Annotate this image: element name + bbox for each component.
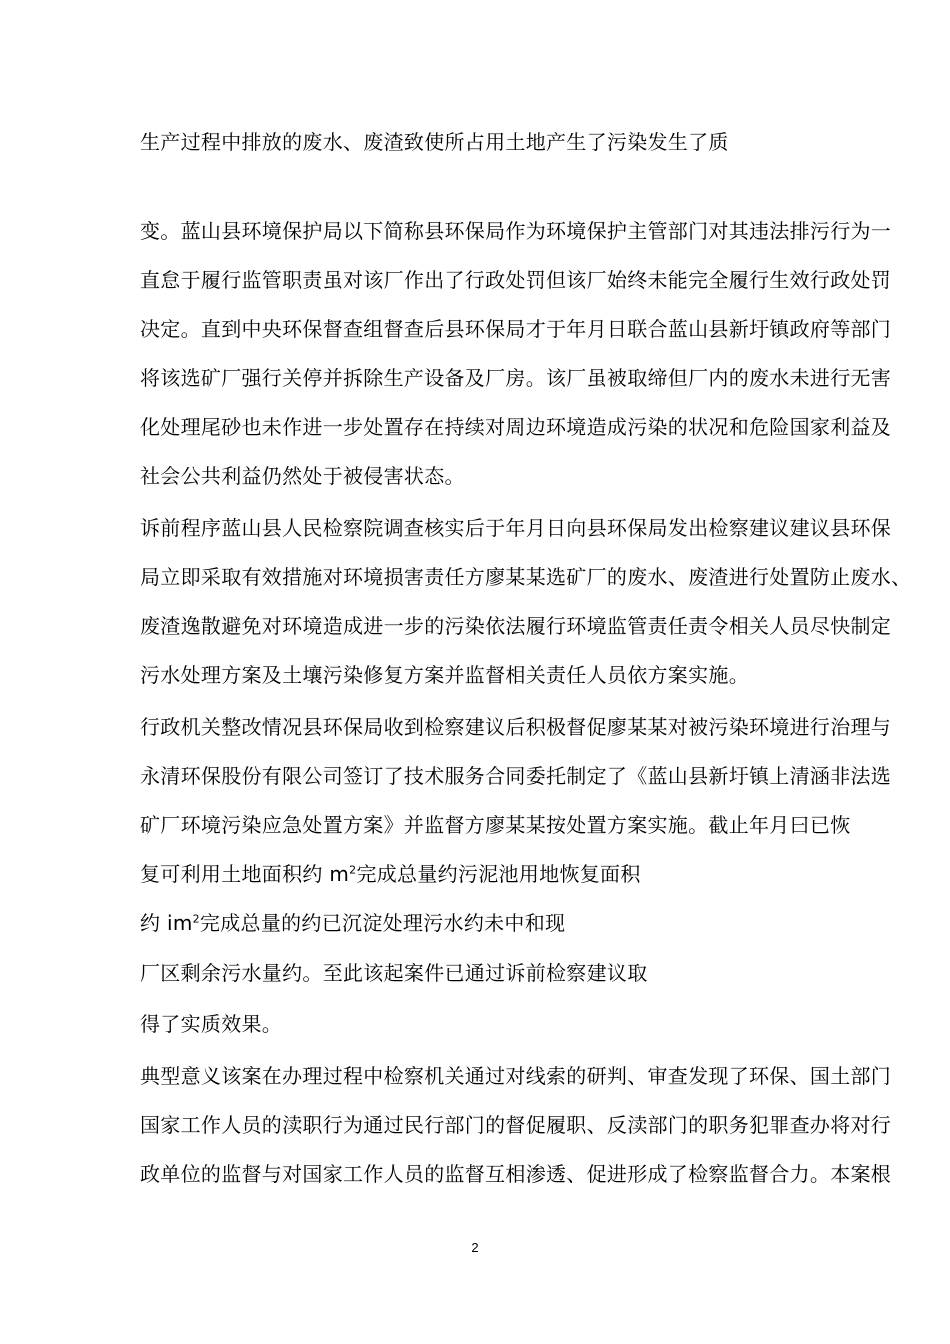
text-line: 污水处理方案及土壤污染修复方案并监督相关责任人员依方案实施。 — [140, 663, 749, 687]
text-line: 化处理尾砂也未作进一步处置存在持续对周边环境造成污染的状况和危险国家利益及 — [140, 415, 892, 439]
text-line: 矿厂环境污染应急处置方案》并监督方廖某某按处置方案实施。截止年月曰已恢 — [140, 813, 851, 837]
text-line: 将该选矿厂强行关停并拆除生产设备及厂房。该厂虽被取缔但厂内的废水未进行无害 — [140, 366, 892, 390]
text-line-with-unit — [140, 861, 641, 887]
text-line: 政单位的监督与对国家工作人员的监督互相渗透、促进形成了检察监督合力。本案根 — [140, 1162, 892, 1186]
text-line: 诉前程序蓝山县人民检察院调查核实后于年月日向县环保局发出检察建议建议县环保 — [140, 516, 892, 540]
text-line: 厂区剩余污水量约。至此该起案件已通过诉前检察建议取 — [140, 961, 648, 985]
text-line: 得了实质效果。 — [140, 1012, 283, 1036]
text-line: 社会公共利益仍然处于被侵害状态。 — [140, 464, 465, 488]
text-line-with-unit — [140, 910, 565, 936]
page-number: 2 — [471, 1240, 479, 1255]
superscript: 2 — [192, 912, 200, 926]
text-segment: 完成总量约污泥池用地恢复面积 — [356, 862, 641, 886]
text-line: 生产过程中排放的废水、废渣致使所占用土地产生了污染发生了质 — [140, 130, 729, 154]
superscript: 2 — [349, 863, 357, 877]
text-line: 典型意义该案在办理过程中检察机关通过对线索的研判、审查发现了环保、国土部门 — [140, 1064, 892, 1088]
text-line: 直怠于履行监管职责虽对该厂作出了行政处罚但该厂始终未能完全履行生效行政处罚 — [140, 268, 892, 292]
text-line: 变。蓝山县环境保护局以下简称县环保局作为环境保护主管部门对其违法排污行为一 — [140, 219, 892, 243]
text-line: 废渣逸散避免对环境造成进一步的污染依法履行环境监管责任责令相关人员尽快制定 — [140, 614, 892, 638]
text-line: 行政机关整改情况县环保局收到检察建议后积极督促廖某某对被污染环境进行治理与 — [140, 715, 892, 739]
text-line: 局立即采取有效措施对环境损害责任方廖某某选矿厂的废水、废渣进行处置防止废水、 — [140, 565, 912, 589]
text-segment: 完成总量的约已沉淀处理污水约未中和现 — [199, 911, 566, 935]
text-line: 决定。直到中央环保督查组督查后县环保局才于年月日联合蓝山县新圩镇政府等部门 — [140, 317, 892, 341]
text-line: 国家工作人员的渎职行为通过民行部门的督促履职、反渎部门的职务犯罪查办将对行 — [140, 1113, 892, 1137]
text-segment: 复可利用土地面积约 m — [140, 862, 350, 886]
text-line: 永清环保股份有限公司签订了技术服务合同委托制定了《蓝山县新圩镇上清涵非法选 — [140, 764, 892, 788]
text-segment: 约 im — [140, 911, 193, 935]
